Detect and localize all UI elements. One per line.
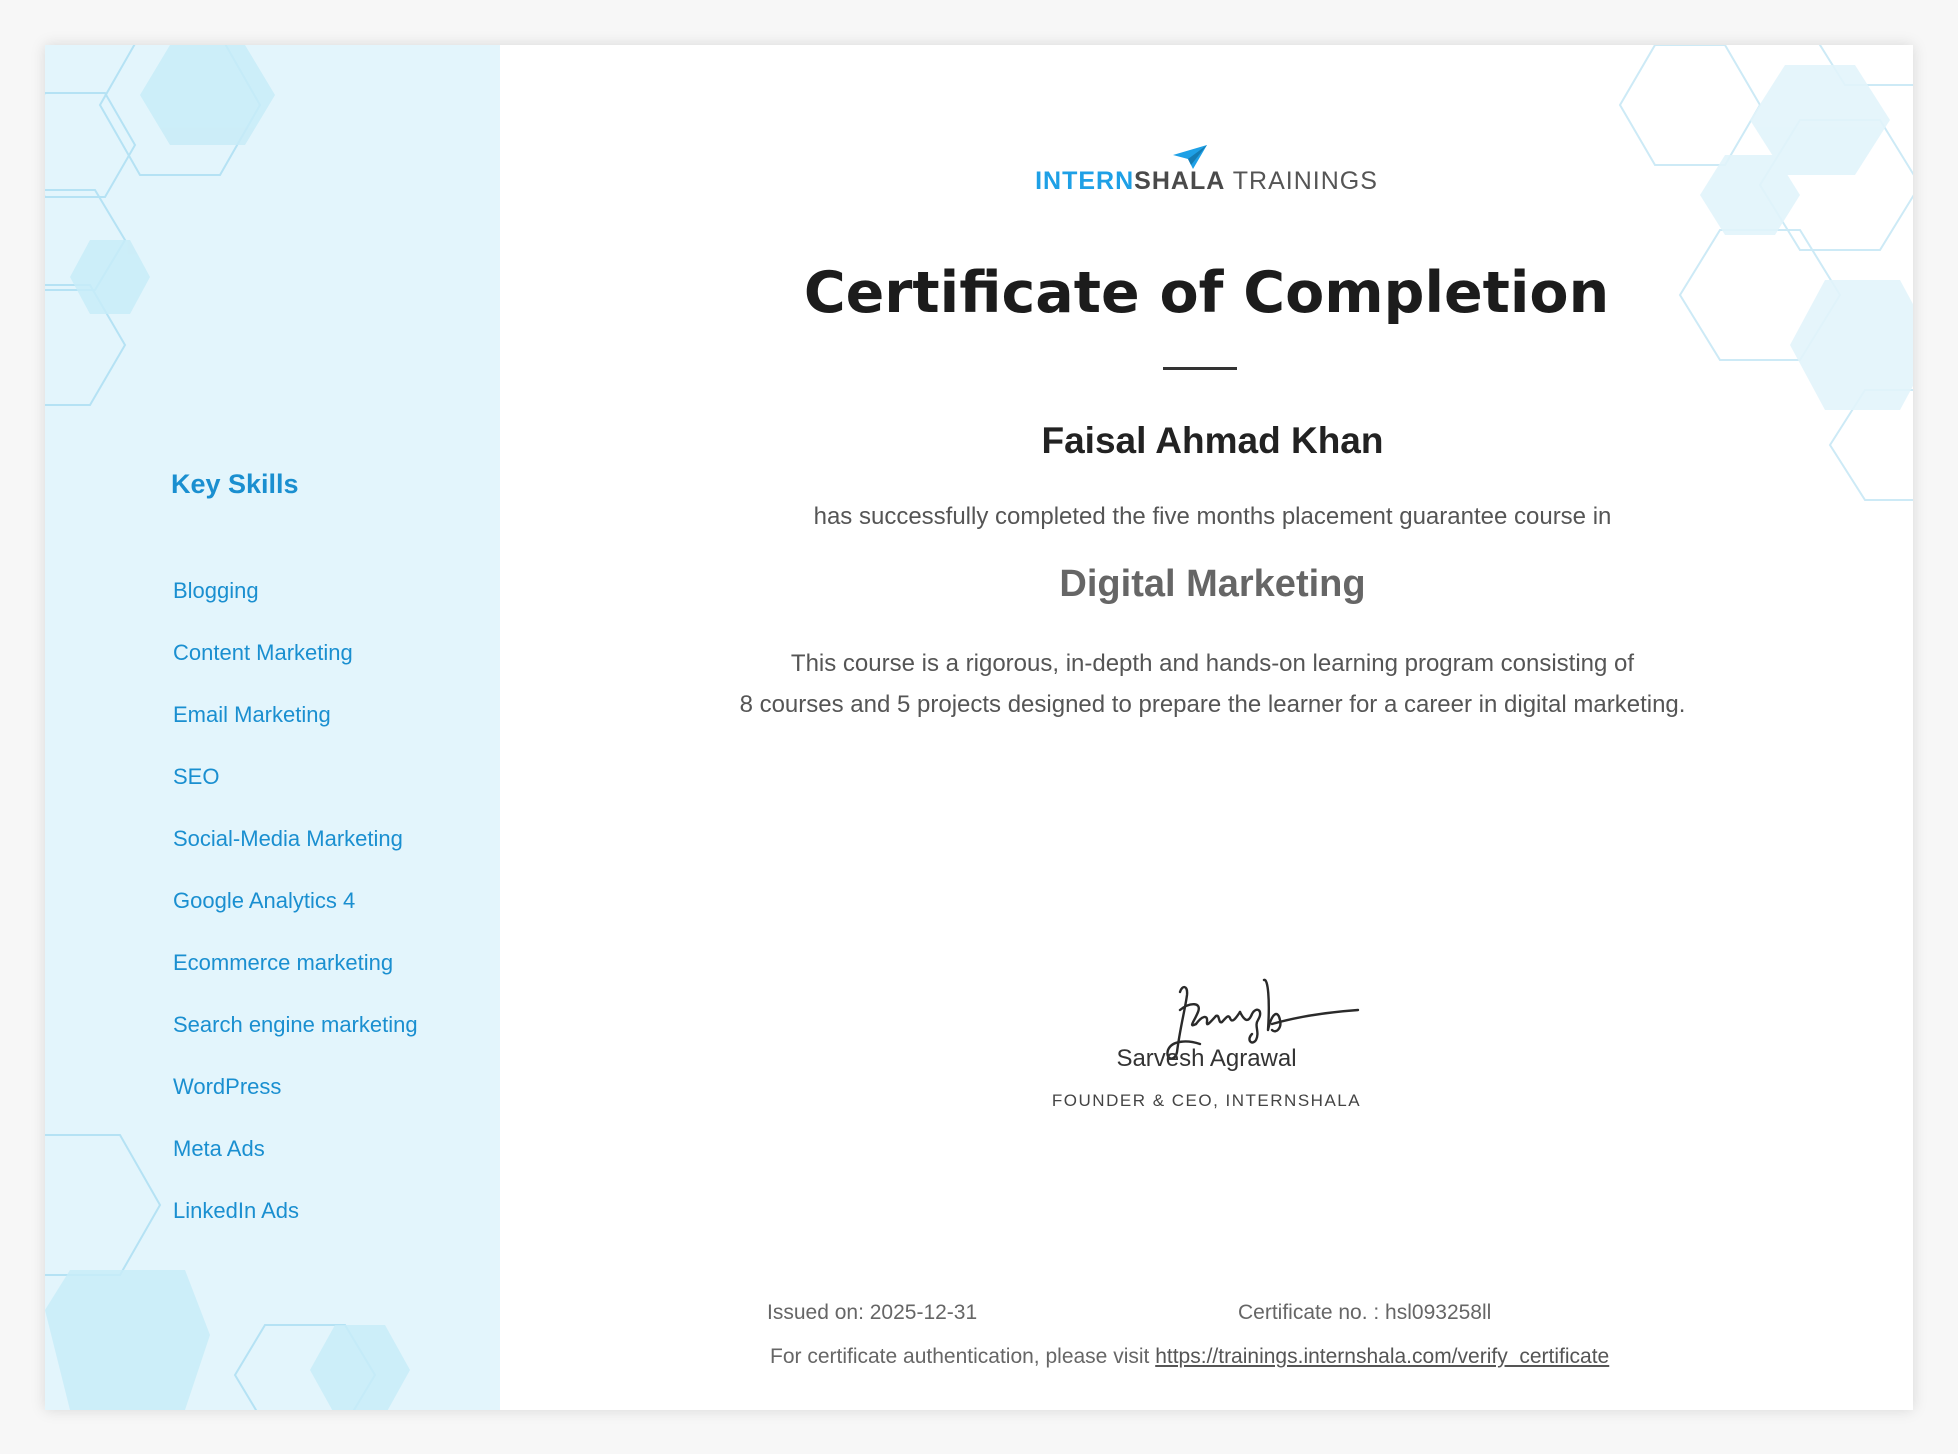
- certificate-title: Certificate of Completion: [803, 260, 1610, 326]
- signatory-name: Sarvesh Agrawal: [1116, 1045, 1297, 1072]
- skill-item: SEO: [173, 764, 220, 789]
- skills-list: [173, 575, 418, 1257]
- certificate: [45, 45, 1913, 1410]
- course-name: Digital Marketing: [1059, 563, 1366, 605]
- key-skills-heading: Key Skills: [171, 469, 299, 499]
- skills-sidebar: [45, 45, 500, 1410]
- skill-item: Email Marketing: [173, 702, 331, 727]
- authentication-note: [770, 1345, 1609, 1369]
- certificate-body: [500, 45, 1913, 1410]
- skill-item: Social-Media Marketing: [173, 826, 403, 851]
- issued-date: Issued on: 2025-12-31: [767, 1301, 978, 1324]
- skill-item: Content Marketing: [173, 640, 353, 665]
- skill-item: LinkedIn Ads: [173, 1198, 299, 1223]
- skill-item: Meta Ads: [173, 1136, 265, 1161]
- logo-text-intern: INTERN: [1035, 167, 1135, 195]
- paper-plane-icon: [1173, 145, 1207, 169]
- course-description: [500, 643, 1913, 725]
- title-divider: [1163, 367, 1237, 370]
- recipient-name: Faisal Ahmad Khan: [1041, 420, 1384, 461]
- skill-item: Google Analytics 4: [173, 888, 356, 913]
- logo-text-trainings: TRAININGS: [1225, 167, 1378, 195]
- skill-item: Blogging: [173, 578, 259, 603]
- logo-text-shala: SHALA: [1134, 167, 1226, 195]
- authentication-text: For certificate authentication, please visit: [770, 1345, 1156, 1368]
- verify-certificate-link[interactable]: https://trainings.internshala.com/verify_certificate: [1155, 1345, 1610, 1368]
- completion-statement: has successfully completed the five months placement guarantee course in: [813, 503, 1612, 530]
- signatory-role: FOUNDER & CEO, INTERNSHALA: [1051, 1091, 1362, 1110]
- internshala-trainings-logo: [500, 145, 1913, 205]
- skill-item: Search engine marketing: [173, 1012, 418, 1037]
- skill-item: Ecommerce marketing: [173, 950, 394, 975]
- description-line-1: This course is a rigorous, in-depth and hands-on learning program consisting of: [790, 650, 1635, 677]
- description-line-2: 8 courses and 5 projects designed to prepare the learner for a career in digital marketing.: [739, 691, 1686, 718]
- skill-item: WordPress: [173, 1074, 282, 1099]
- certificate-number: Certificate no. : hsl093258ll: [1238, 1301, 1492, 1324]
